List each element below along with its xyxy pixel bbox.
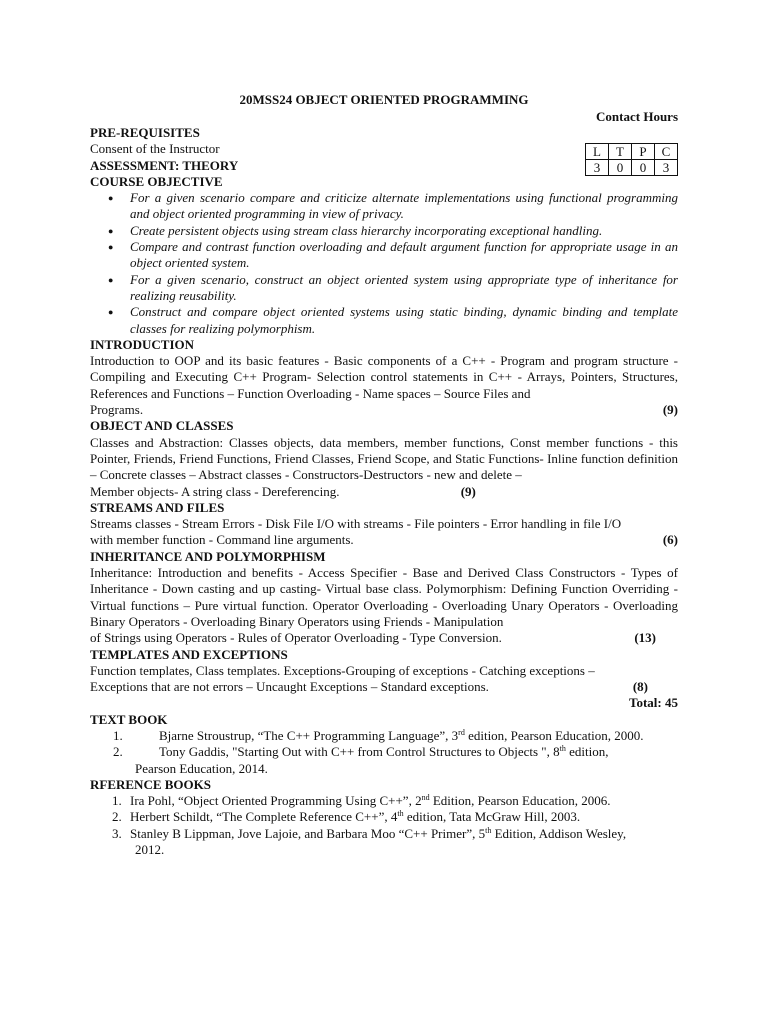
unit-lastline-text: Member objects- A string class - Dereferencing. [90, 483, 340, 499]
ltpc-header-c: C [655, 144, 678, 160]
textbook-item-sup: th [559, 744, 566, 754]
assessment-heading: ASSESSMENT: THEORY [90, 157, 239, 173]
unit-hours: (13) [634, 630, 656, 646]
unit-lastline-objects [90, 484, 678, 500]
reference-item-number: 1. [112, 793, 122, 809]
references-list [90, 793, 678, 858]
ltpc-value-t: 0 [609, 160, 632, 176]
objective-list [90, 190, 678, 337]
textbook-item-number: 1. [113, 727, 123, 743]
textbook-item-text [124, 744, 608, 760]
textbook-list [90, 728, 678, 777]
unit-heading-objects: OBJECT AND CLASSES [90, 418, 234, 434]
references-heading: RFERENCE BOOKS [90, 776, 211, 792]
ltpc-header-l: L [586, 144, 609, 160]
reference-item-text [130, 826, 626, 842]
unit-text-streams: Streams classes - Stream Errors - Disk File I/O with streams - File pointers - Error handling in file I/O [90, 516, 622, 532]
textbook-item-number: 2. [113, 744, 123, 760]
textbook-heading: TEXT BOOK [90, 711, 168, 727]
textbook-item [90, 744, 678, 760]
reference-item-main: Herbert Schildt, “The Complete Reference C++”, 4 [130, 809, 398, 825]
unit-heading-introduction: INTRODUCTION [90, 336, 195, 352]
unit-hours: (8) [632, 679, 648, 695]
reference-item-main: Ira Pohl, “Object Oriented Programming Using C++”, 2 [130, 793, 422, 809]
objective-item: ● For a given scenario, construct an object oriented system using appropriate type of inheritance for realizing reusability. [130, 272, 678, 305]
unit-heading-streams: STREAMS AND FILES [90, 499, 225, 515]
unit-text-objects: Classes and Abstraction: Classes objects, data members, member functions, Const member functions - this Pointer, Friends, Friend Functions, Friend Classes, Friend Scope, and Static Functions- Inline function definition – Concrete classes – Abstract classes - Constructors-Destructors - new and delete – [90, 434, 678, 483]
reference-item-cont: 2012. [135, 842, 165, 858]
reference-item-text [130, 793, 610, 809]
objective-item: ● Construct and compare object oriented systems using static binding, dynamic binding and template classes for realizing polymorphism. [130, 304, 678, 337]
reference-item-rest: edition, Tata McGraw Hill, 2003. [403, 809, 581, 825]
objective-item: ● Compare and contrast function overloading and default argument function for appropriate usage in an object oriented system. [130, 239, 678, 272]
unit-text-introduction: Introduction to OOP and its basic features - Basic components of a C++ - Program and program structure - Compiling and Executing C++ Program- Selection control statements in C++ - Arrays, Pointers, Structures, References and Functions – Function Overloading - Name spaces – Source Files and [90, 353, 678, 401]
reference-item-number: 2. [112, 809, 122, 825]
reference-item-continuation [90, 842, 678, 858]
unit-lastline-text: Exceptions that are not errors – Uncaught Exceptions – Standard exceptions. [90, 679, 489, 695]
objective-item: ● For a given scenario compare and criticize alternate implementations using functional programming and object oriented programming in view of privacy. [130, 190, 678, 223]
textbook-item-continuation [90, 761, 678, 777]
reference-item [90, 826, 678, 842]
unit-lastline-introduction [90, 402, 678, 418]
ltpc-header-p: P [632, 144, 655, 160]
unit-lastline-text: of Strings using Operators - Rules of Operator Overloading - Type Conversion. [90, 630, 502, 646]
unit-hours: (9) [460, 483, 476, 499]
contact-hours-label: Contact Hours [596, 109, 678, 124]
ltpc-header-t: T [609, 144, 632, 160]
textbook-item-cont: Pearson Education, 2014. [135, 760, 268, 776]
unit-lastline-text: with member function - Command line arguments. [90, 532, 354, 548]
reference-item-rest: Edition, Addison Wesley, [491, 825, 627, 841]
reference-item-number: 3. [112, 825, 122, 841]
prereq-text: Consent of the Instructor [90, 141, 220, 157]
objective-item: ● Create persistent objects using stream class hierarchy incorporating exceptional handling. [130, 223, 678, 239]
ltpc-value-l: 3 [586, 160, 609, 176]
objective-heading: COURSE OBJECTIVE [90, 173, 223, 189]
ltpc-value-c: 3 [655, 160, 678, 176]
textbook-item-rest: edition, [565, 744, 609, 760]
unit-text-templates: Function templates, Class templates. Exceptions-Grouping of exceptions - Catching exceptions – [90, 662, 595, 678]
reference-item-text [130, 809, 580, 825]
reference-item-rest: Edition, Pearson Education, 2006. [429, 793, 611, 809]
textbook-item-main: Tony Gaddis, "Starting Out with C++ from Control Structures to Objects ", 8 [159, 744, 560, 760]
ltpc-value-p: 0 [632, 160, 655, 176]
reference-item-main: Stanley B Lippman, Jove Lajoie, and Barbara Moo “C++ Primer”, 5 [130, 825, 486, 841]
unit-lastline-inheritance [90, 630, 678, 646]
reference-item-sup: nd [421, 793, 430, 803]
unit-lastline-text: Programs. [90, 402, 144, 418]
unit-heading-templates: TEMPLATES AND EXCEPTIONS [90, 646, 288, 662]
unit-lastline-streams [90, 532, 678, 548]
reference-item-sup: th [485, 825, 492, 835]
unit-heading-inheritance: INHERITANCE AND POLYMORPHISM [90, 548, 326, 564]
unit-hours: (6) [662, 532, 678, 548]
prereq-heading: PRE-REQUISITES [90, 125, 200, 140]
total-hours: Total: 45 [629, 695, 678, 711]
course-title: 20MSS24 OBJECT ORIENTED PROGRAMMING [239, 92, 529, 107]
reference-item-sup: th [397, 809, 404, 819]
unit-lastline-templates [90, 679, 678, 695]
textbook-item-text [124, 728, 644, 744]
textbook-item-main: Bjarne Stroustrup, “The C++ Programming Language”, 3 [159, 727, 459, 743]
textbook-item [90, 728, 678, 744]
reference-item [90, 793, 678, 809]
reference-item [90, 809, 678, 825]
textbook-item-sup: rd [458, 727, 465, 737]
syllabus-body [90, 125, 678, 858]
textbook-item-rest: edition, Pearson Education, 2000. [464, 727, 644, 743]
unit-hours: (9) [662, 402, 678, 418]
unit-text-inheritance: Inheritance: Introduction and benefits - Access Specifier - Base and Derived Class Constructors - Types of Inheritance - Down casting and up casting- Virtual base class. Polymorphism: Defining Function Overriding - Virtual functions – Pure virtual function. Operator Overloading - Overloading Unary Operators - Overloading Binary Operators - Overloading Binary Operators using Friends - Manipulation [90, 565, 678, 629]
